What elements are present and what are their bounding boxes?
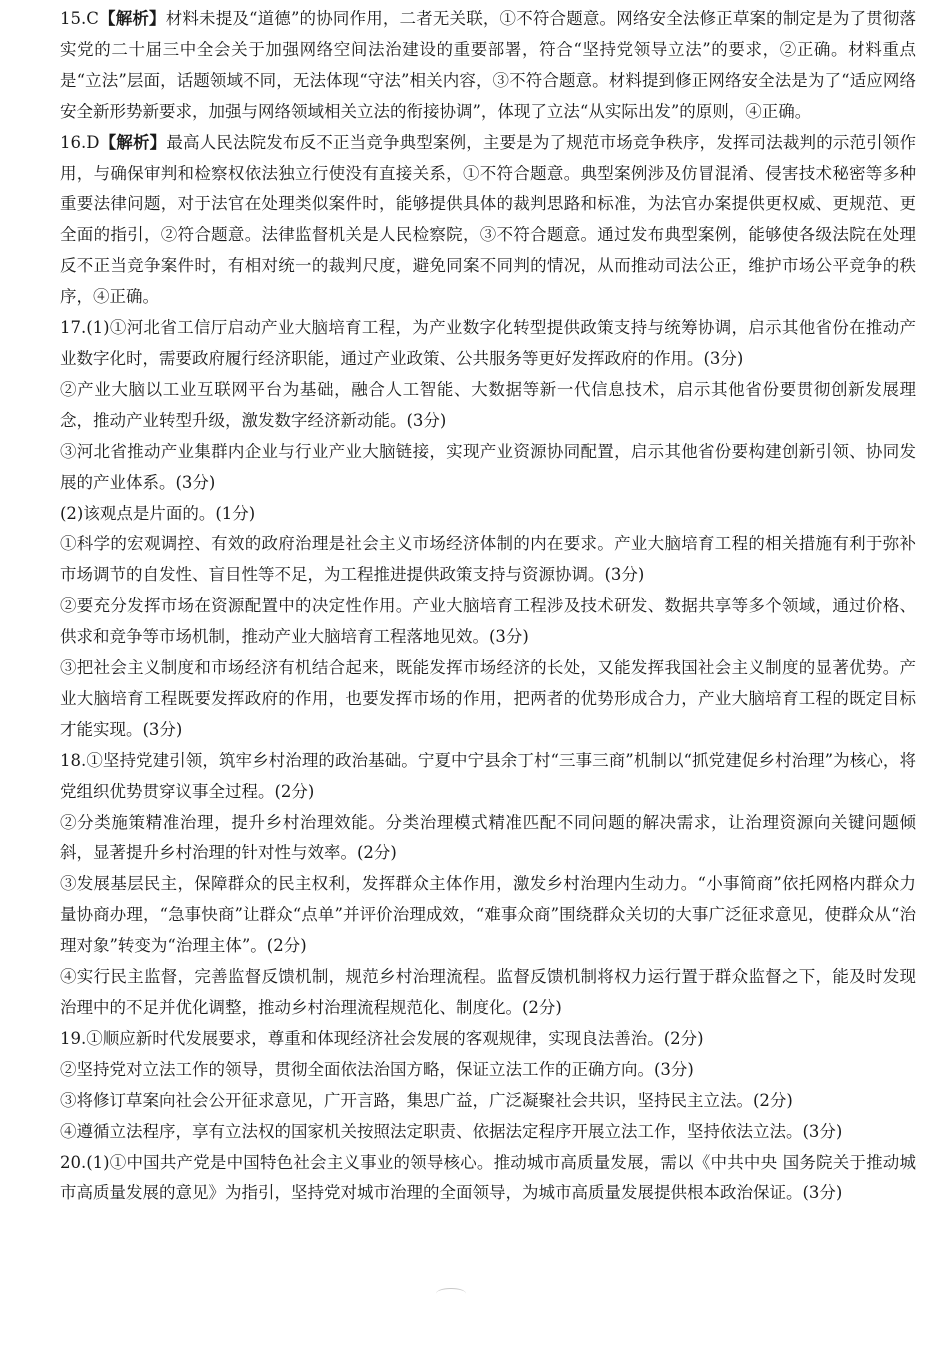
page-bottom-mark xyxy=(436,1288,466,1299)
question-number: 15. xyxy=(60,9,87,28)
analysis-tag: 【解析】 xyxy=(99,132,167,152)
answer-paragraph: ②要充分发挥市场在资源配置中的决定性作用。产业大脑培育工程涉及技术研发、数据共享等多个领域，通过价格、供求和竞争等市场机制，推动产业大脑培育工程落地见效。(3分) xyxy=(60,596,916,647)
answer-paragraph: ③把社会主义制度和市场经济有机结合起来，既能发挥市场经济的长处，又能发挥我国社会主义制度的显著优势。产业大脑培育工程既要发挥政府的作用，也要发挥市场的作用，把两者的优势形成合力，产业大脑培育工程的既定目标才能实现。(3分) xyxy=(60,658,916,739)
answer-paragraph: 18.①坚持党建引领，筑牢乡村治理的政治基础。宁夏中宁县余丁村“三事三商”机制以“抓党建促乡村治理”为核心，将党组织优势贯穿议事全过程。(2分) xyxy=(60,750,916,801)
answer-paragraph: ②分类施策精准治理，提升乡村治理效能。分类治理模式精准匹配不同问题的解决需求，让治理资源向关键问题倾斜，显著提升乡村治理的针对性与效率。(2分) xyxy=(60,812,916,863)
question-number: 19. xyxy=(60,1028,87,1048)
answer-paragraph: ②产业大脑以工业互联网平台为基础，融合人工智能、大数据等新一代信息技术，启示其他省份要贯彻创新发展理念，推动产业转型升级，激发数字经济新动能。(3分) xyxy=(60,379,916,430)
answer-paragraph: 19.①顺应新时代发展要求，尊重和体现经济社会发展的客观规律，实现良法善治。(2分) xyxy=(60,1028,704,1048)
question-number: 20. xyxy=(60,1152,87,1172)
question-18 xyxy=(60,746,916,1024)
answer-paragraph: ③将修订草案向社会公开征求意见，广开言路，集思广益，广泛凝聚社会共识，坚持民主立法。(2分) xyxy=(60,1090,793,1110)
answer-paragraph: ④遵循立法程序，享有立法权的国家机关按照法定职责、依据法定程序开展立法工作，坚持依法立法。(3分) xyxy=(60,1121,843,1141)
answer-paragraph: 17.(1)①河北省工信厅启动产业大脑培育工程，为产业数字化转型提供政策支持与统筹协调，启示其他省份在推动产业数字化时，需要政府履行经济职能，通过产业政策、公共服务等更好发挥政府的作用。(3分) xyxy=(60,318,916,368)
answer-paragraph: ②坚持党对立法工作的领导，贯彻全面依法治国方略，保证立法工作的正确方向。(3分) xyxy=(60,1059,694,1079)
question-number: 17. xyxy=(60,318,87,338)
answer-paragraph: ③河北省推动产业集群内企业与行业产业大脑链接，实现产业资源协同配置，启示其他省份要构建创新引领、协同发展的产业体系。(3分) xyxy=(60,441,916,492)
answer-paragraph: (2)该观点是片面的。(1分) xyxy=(60,503,256,523)
question-number: 16. xyxy=(60,132,87,152)
answer-paragraph: ④实行民主监督，完善监督反馈机制，规范乡村治理流程。监督反馈机制将权力运行置于群众监督之下，能及时发现治理中的不足并优化调整，推动乡村治理流程规范化、制度化。(2分) xyxy=(60,967,916,1017)
answer-paragraph: ①科学的宏观调控、有效的政府治理是社会主义市场经济体制的内在要求。产业大脑培育工程的相关措施有利于弥补市场调节的自发性、盲目性等不足，为工程推进提供政策支持与资源协调。(3分) xyxy=(60,534,916,585)
analysis-text: 材料未提及“道德”的协同作用，二者无关联，①不符合题意。网络安全法修正草案的制定是为了贯彻落实党的二十届三中全会关于加强网络空间法治建设的重要部署，符合“坚持党领导立法”的要求，②正确。材料重点是“立法”层面，话题领域不同，无法体现“守法”相关内容，③不符合题意。材料提到修正网络安全法是为了“适应网络安全新形势新要求，加强与网络领域相关立法的衔接协调”，体现了立法“从实际出发”的原则，④正确。 xyxy=(60,9,916,121)
answer-choice: D xyxy=(86,132,100,152)
question-17 xyxy=(60,313,916,746)
answer-page xyxy=(60,4,916,1209)
answer-choice: C xyxy=(86,9,99,28)
question-15 xyxy=(60,4,916,128)
question-number: 18. xyxy=(60,750,87,770)
answer-paragraph: ③发展基层民主，保障群众的民主权利，发挥群众主体作用，激发乡村治理内生动力。“小事简商”依托网格内群众力量协商办理，“急事快商”让群众“点单”并评价治理成效，“难事众商”围绕群众关切的大事广泛征求意见，使群众从“治理对象”转变为“治理主体”。(2分) xyxy=(60,874,916,956)
question-16 xyxy=(60,128,916,313)
answer-paragraph: 20.(1)①中国共产党是中国特色社会主义事业的领导核心。推动城市高质量发展，需以《中共中央 国务院关于推动城市高质量发展的意见》为指引，坚持党对城市治理的全面领导，为城市高质量发展提供根本政治保证。(3分) xyxy=(60,1152,916,1203)
question-19 xyxy=(60,1024,916,1148)
analysis-text: 最高人民法院发布反不正当竞争典型案例，主要是为了规范市场竞争秩序，发挥司法裁判的示范引领作用，与确保审判和检察权依法独立行使没有直接关系，①不符合题意。典型案例涉及仿冒混淆、侵害技术秘密等多种重要法律问题，对于法官在处理类似案件时，能够提供具体的裁判思路和标准，为法官办案提供更权威、更规范、更全面的指引，②符合题意。法律监督机关是人民检察院，③不符合题意。通过发布典型案例，能够使各级法院在处理反不正当竞争案件时，有相对统一的裁判尺度，避免同案不同判的情况，从而推动司法公正，维护市场公平竞争的秩序，④正确。 xyxy=(60,132,917,307)
question-20 xyxy=(60,1148,916,1210)
analysis-tag: 【解析】 xyxy=(98,9,166,28)
